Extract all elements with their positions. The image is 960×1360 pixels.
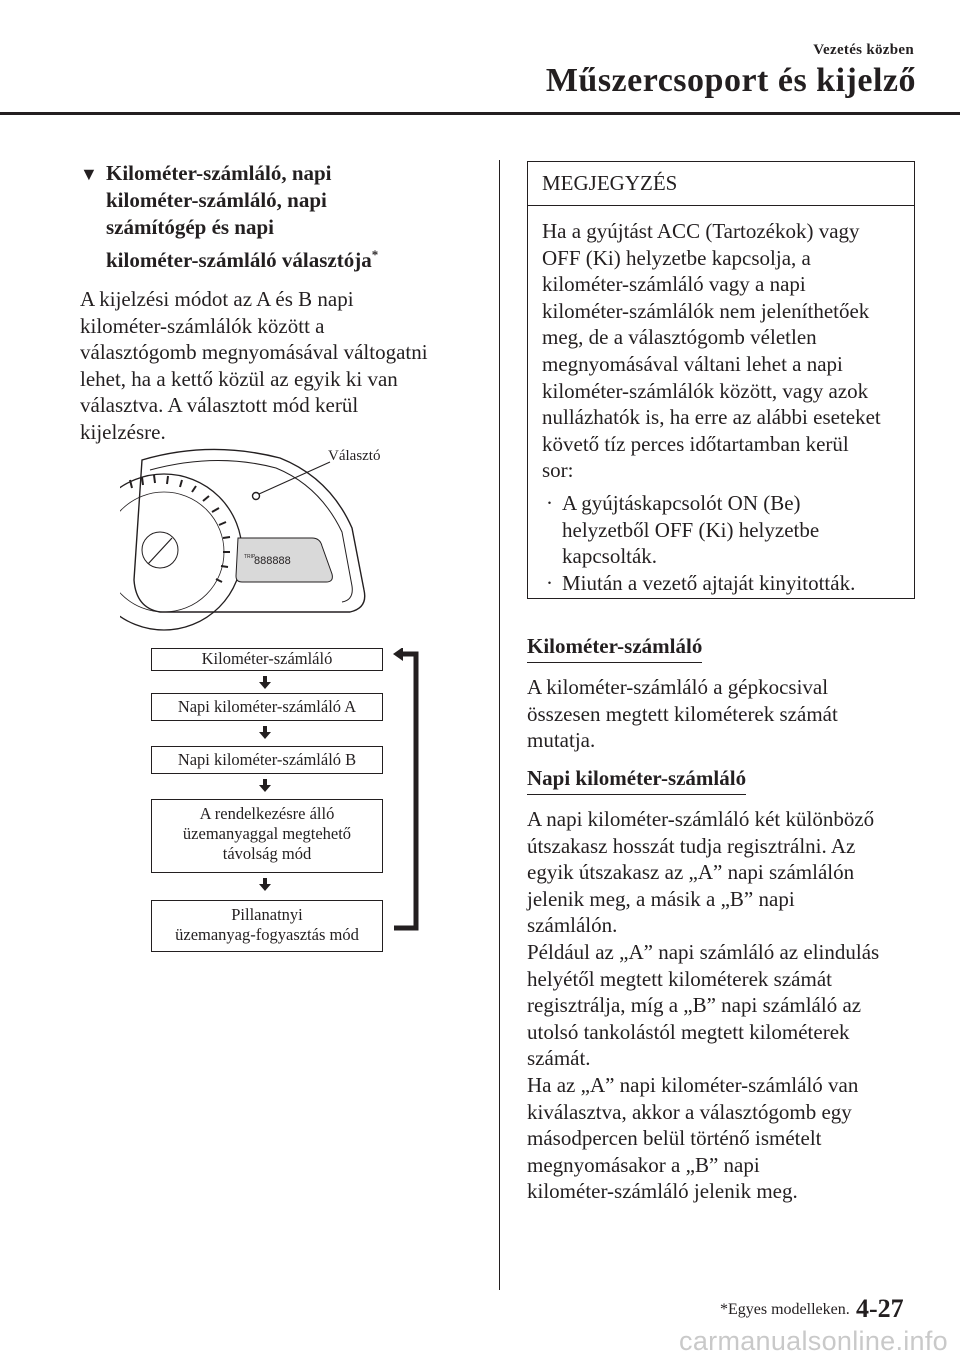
- section-title-line: [106, 241, 480, 274]
- paragraph-line: választva. A választott mód kerül: [80, 393, 359, 418]
- paragraph-line: választógomb megnyomásával váltogatni: [80, 340, 428, 365]
- paragraph-line: számát.: [527, 1046, 591, 1071]
- section-triangle-icon: ▼: [80, 164, 98, 184]
- paragraph-line: kilométer-számláló jelenik meg.: [527, 1179, 798, 1204]
- paragraph-line: Például az „A” napi számláló az elindulás: [527, 939, 880, 964]
- flow-box-line: Pillanatnyi: [231, 905, 303, 924]
- note-line: meg, de a választógomb véletlen: [542, 325, 817, 350]
- note-line: kilométer-számlálók között, vagy azok: [542, 378, 869, 403]
- paragraph-line: kiválasztva, akkor a választógomb egy: [527, 1099, 852, 1124]
- bullet-mark: ·: [546, 490, 553, 515]
- paragraph-line: mutatja.: [527, 728, 596, 753]
- paragraph-line: utolsó tankolástól megtett kilométerek: [527, 1019, 850, 1044]
- display-digits: 888888: [254, 555, 291, 567]
- odometer-paragraph: [527, 674, 922, 754]
- paragraph-line: jelenik meg, a másik a „B” napi: [527, 886, 795, 911]
- note-bullet-item: [542, 490, 904, 570]
- paragraph-line: kijelzésre.: [80, 419, 166, 444]
- note-line: sor:: [542, 458, 574, 483]
- note-line: követő tíz perces időtartamban kerül: [542, 431, 849, 456]
- flow-box-line: távolság mód: [222, 844, 312, 863]
- selector-callout-label: Választó: [328, 448, 381, 464]
- gauge-ticks: [130, 475, 230, 582]
- flow-box-line: Napi kilométer-számláló A: [177, 697, 357, 716]
- gauge-hub: [142, 532, 178, 568]
- paragraph-line: útszakasz hosszát tudja regisztrálni. Az: [527, 833, 856, 858]
- note-bullet-list: [528, 484, 914, 596]
- note-line: kilométer-számlálók nem jeleníthetőek: [542, 298, 870, 323]
- note-heading: MEGJEGYZÉS: [528, 162, 914, 206]
- running-header-title: Műszercsoport és kijelző: [545, 62, 916, 99]
- down-arrow-icon: [258, 676, 272, 690]
- loop-back-arrow-icon: [392, 648, 420, 934]
- section-title-line: kilométer-számláló, napi: [106, 188, 327, 212]
- section-title-text: kilométer-számláló választója: [106, 248, 372, 272]
- paragraph-line: A kilométer-számláló a gépkocsival: [527, 675, 829, 699]
- trip-meter-heading: Napi kilométer-számláló: [527, 766, 746, 795]
- flow-box-range-mode: [151, 799, 383, 873]
- flow-box-line: üzemanyag-fogyasztás mód: [175, 925, 359, 944]
- trip-meter-paragraph: [527, 806, 922, 1205]
- down-arrow-icon: [258, 878, 272, 892]
- note-line: nullázhatók is, ha erre az alábbi eseteket: [542, 405, 881, 430]
- flow-box-line: Kilométer-számláló: [201, 649, 333, 668]
- paragraph-line: összesen megtett kilométerek számát: [527, 701, 838, 726]
- bullet-line: kapcsolták.: [562, 544, 658, 569]
- watermark: carmanualsonline.info: [679, 1326, 948, 1356]
- flow-box-trip-b: [151, 746, 383, 774]
- instrument-cluster-illustration: [120, 440, 400, 645]
- flow-box-line: üzemanyaggal megtehető: [182, 824, 352, 843]
- paragraph-line: Ha az „A” napi kilométer-számláló van: [527, 1072, 859, 1097]
- down-arrow-icon: [258, 726, 272, 740]
- header-rule: [0, 112, 960, 115]
- paragraph-line: A napi kilométer-számláló két különböző: [527, 807, 875, 831]
- paragraph-line: kilométer-számlálók között a: [80, 313, 325, 338]
- paragraph-line: megnyomásakor a „B” napi: [527, 1152, 760, 1177]
- note-line: megnyomásával váltani lehet a napi: [542, 351, 843, 376]
- note-paragraph: [528, 206, 914, 484]
- down-arrow-icon: [258, 779, 272, 793]
- paragraph-line: regisztrálja, míg a „B” napi számláló az: [527, 993, 862, 1018]
- paragraph-line: egyik útszakasz az „A” napi számlálón: [527, 860, 855, 885]
- flow-box-trip-a: [151, 693, 383, 721]
- paragraph-line: lehet, ha a kettő közül az egyik ki van: [80, 366, 398, 391]
- paragraph-line: helyétől megtett kilométerek számát: [527, 966, 832, 991]
- footnote: *Egyes modelleken.: [720, 1301, 850, 1318]
- running-header-section: Vezetés közben: [813, 42, 914, 58]
- paragraph-line: A kijelzési módot az A és B napi: [80, 287, 354, 311]
- flow-box-line: Napi kilométer-számláló B: [177, 750, 357, 769]
- intro-paragraph: [80, 286, 480, 446]
- asterisk-mark: *: [371, 247, 379, 262]
- flow-box-odometer: [151, 648, 383, 671]
- gauge-needle: [148, 538, 172, 564]
- note-bullet-item: [542, 570, 904, 597]
- bullet-line: A gyújtáskapcsolót ON (Be): [562, 490, 801, 515]
- selector-knob: [253, 493, 260, 500]
- note-box: [527, 161, 915, 599]
- page-number: 4-27: [856, 1294, 904, 1323]
- flow-box-line: A rendelkezésre álló: [199, 804, 335, 823]
- paragraph-line: másodpercen belül történő ismételt: [527, 1126, 822, 1151]
- section-title: [80, 160, 480, 274]
- odometer-heading: Kilométer-számláló: [527, 634, 702, 663]
- bullet-mark: ·: [546, 570, 553, 595]
- section-title-line: Kilométer-számláló, napi: [106, 161, 332, 185]
- column-divider: [499, 160, 500, 1290]
- flow-box-consumption-mode: [151, 900, 383, 952]
- bullet-line: Miután a vezető ajtaját kinyitották.: [562, 570, 856, 595]
- display-trip-label: TRIP: [244, 554, 256, 560]
- note-line: Ha a gyújtást ACC (Tartozékok) vagy: [542, 219, 860, 243]
- section-title-line: számítógép és napi: [106, 215, 274, 239]
- paragraph-line: számlálón.: [527, 913, 618, 938]
- note-line: kilométer-számláló vagy a napi: [542, 272, 806, 297]
- bullet-line: helyzetből OFF (Ki) helyzetbe: [562, 517, 820, 542]
- note-line: OFF (Ki) helyzetbe kapcsolja, a: [542, 245, 811, 270]
